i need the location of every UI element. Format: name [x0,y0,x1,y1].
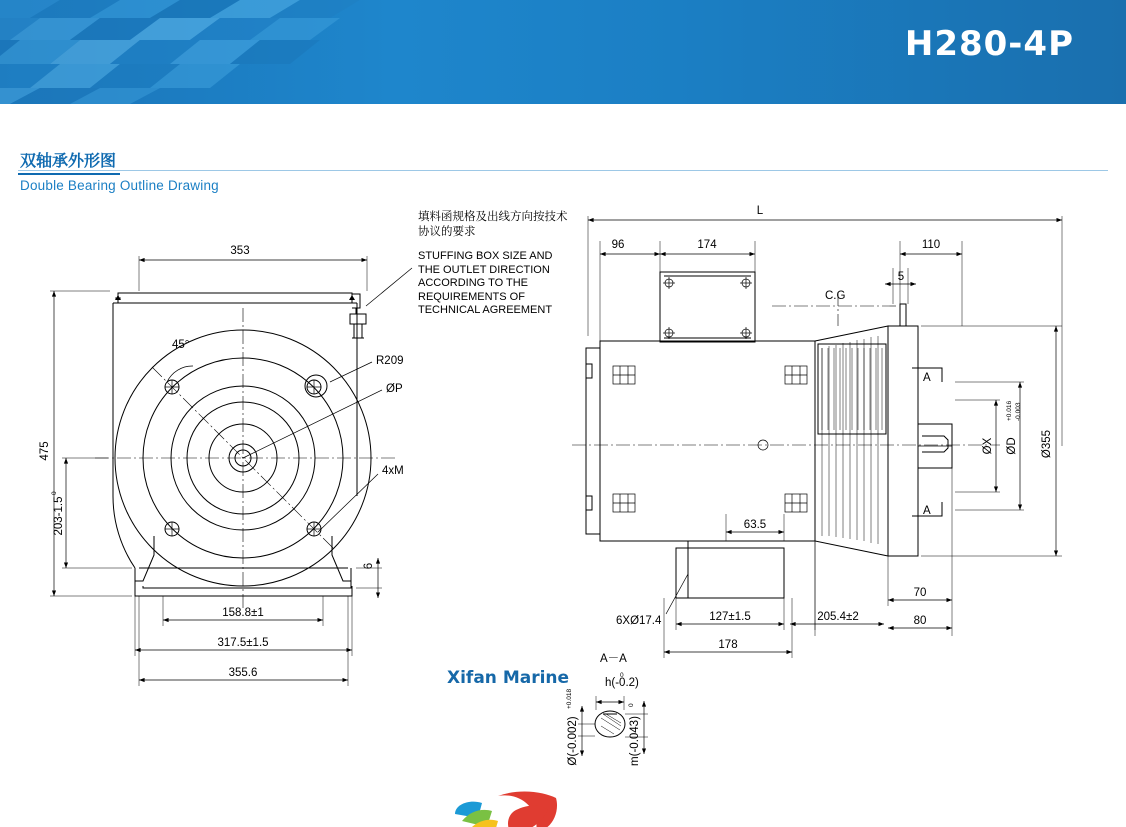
dim-5: 5 [897,271,905,283]
dim-r209: R209 [376,355,404,367]
outline-drawing [0,196,1126,827]
label-section-a-top: A [923,372,931,384]
dim-63-5: 63.5 [743,519,767,531]
dim-205-4: 205.4±2 [817,611,859,623]
section-mark-a-top [912,368,942,384]
model-title: H280-4P [904,24,1074,64]
front-view [39,245,412,686]
dim-475: 475 [39,441,51,461]
dim-203: 203-1.5 [53,496,65,536]
section-rule [18,170,1108,171]
dim-355-6: 355.6 [228,667,258,679]
dim-178: 178 [718,639,738,651]
dim-phi-shaft: Ø(-0.002) [567,716,579,766]
dim-127: 127±1.5 [709,611,751,623]
dim-6x-phi-17-4: 6XØ17.4 [616,615,662,627]
dim-L: L [756,205,764,217]
dim-phi-shaft-sup: +0.018 [566,688,573,709]
dim-70: 70 [913,587,927,599]
dim-phi-d-lower: -0.003 [1015,402,1022,421]
dim-317: 317.5±1.5 [217,637,269,649]
dim-6: 6 [363,562,375,570]
section-title-cn-wrap [18,148,120,175]
page-header-banner [0,0,1126,104]
banner-divider [0,104,1126,107]
label-section-a-bottom: A [923,505,931,517]
dim-80: 80 [913,615,927,627]
dim-4xm: 4xM [382,465,404,477]
dim-203-sup: 0 [51,491,58,495]
section-a-a [566,653,648,766]
section-title-en: Double Bearing Outline Drawing [20,178,219,193]
dim-353: 353 [230,245,250,257]
note-chinese: 填料函规格及出线方向按技术协议的要求 [418,209,568,238]
dim-phi-355: Ø355 [1041,429,1053,459]
label-section-aa: A－A [600,653,627,665]
note-english: STUFFING BOX SIZE AND THE OUTLET DIRECTION ACCORDING TO THE REQUIREMENTS OF TECHNICAL AGREEMENT [418,250,553,316]
dim-phi-p: ØP [386,383,403,395]
dim-phi-x: ØX [982,437,994,455]
label-cg: C.G [825,290,846,302]
dim-m-sup: 0 [628,703,635,707]
dim-phi-d-upper: +0.016 [1006,400,1013,421]
brand-logo [455,792,557,827]
dim-m: m(-0.043) [629,716,641,766]
dim-110: 110 [921,239,941,251]
dim-phi-d: ØD [1006,437,1018,455]
section-mark-a-bottom [912,502,942,517]
side-view [572,205,1062,658]
dim-h-sup: 0 [620,672,624,679]
section-title-cn: 双轴承外形图 [18,148,120,175]
dim-h: h(-0.2) [605,677,639,689]
dim-96: 96 [611,239,625,251]
brand-name: Xifan Marine [447,668,570,688]
dim-angle-45: 45° [172,339,190,351]
dim-158: 158.8±1 [222,607,264,619]
banner-cube-pattern [0,0,520,104]
dim-174: 174 [697,239,717,251]
stuffing-box-detail [350,268,412,338]
